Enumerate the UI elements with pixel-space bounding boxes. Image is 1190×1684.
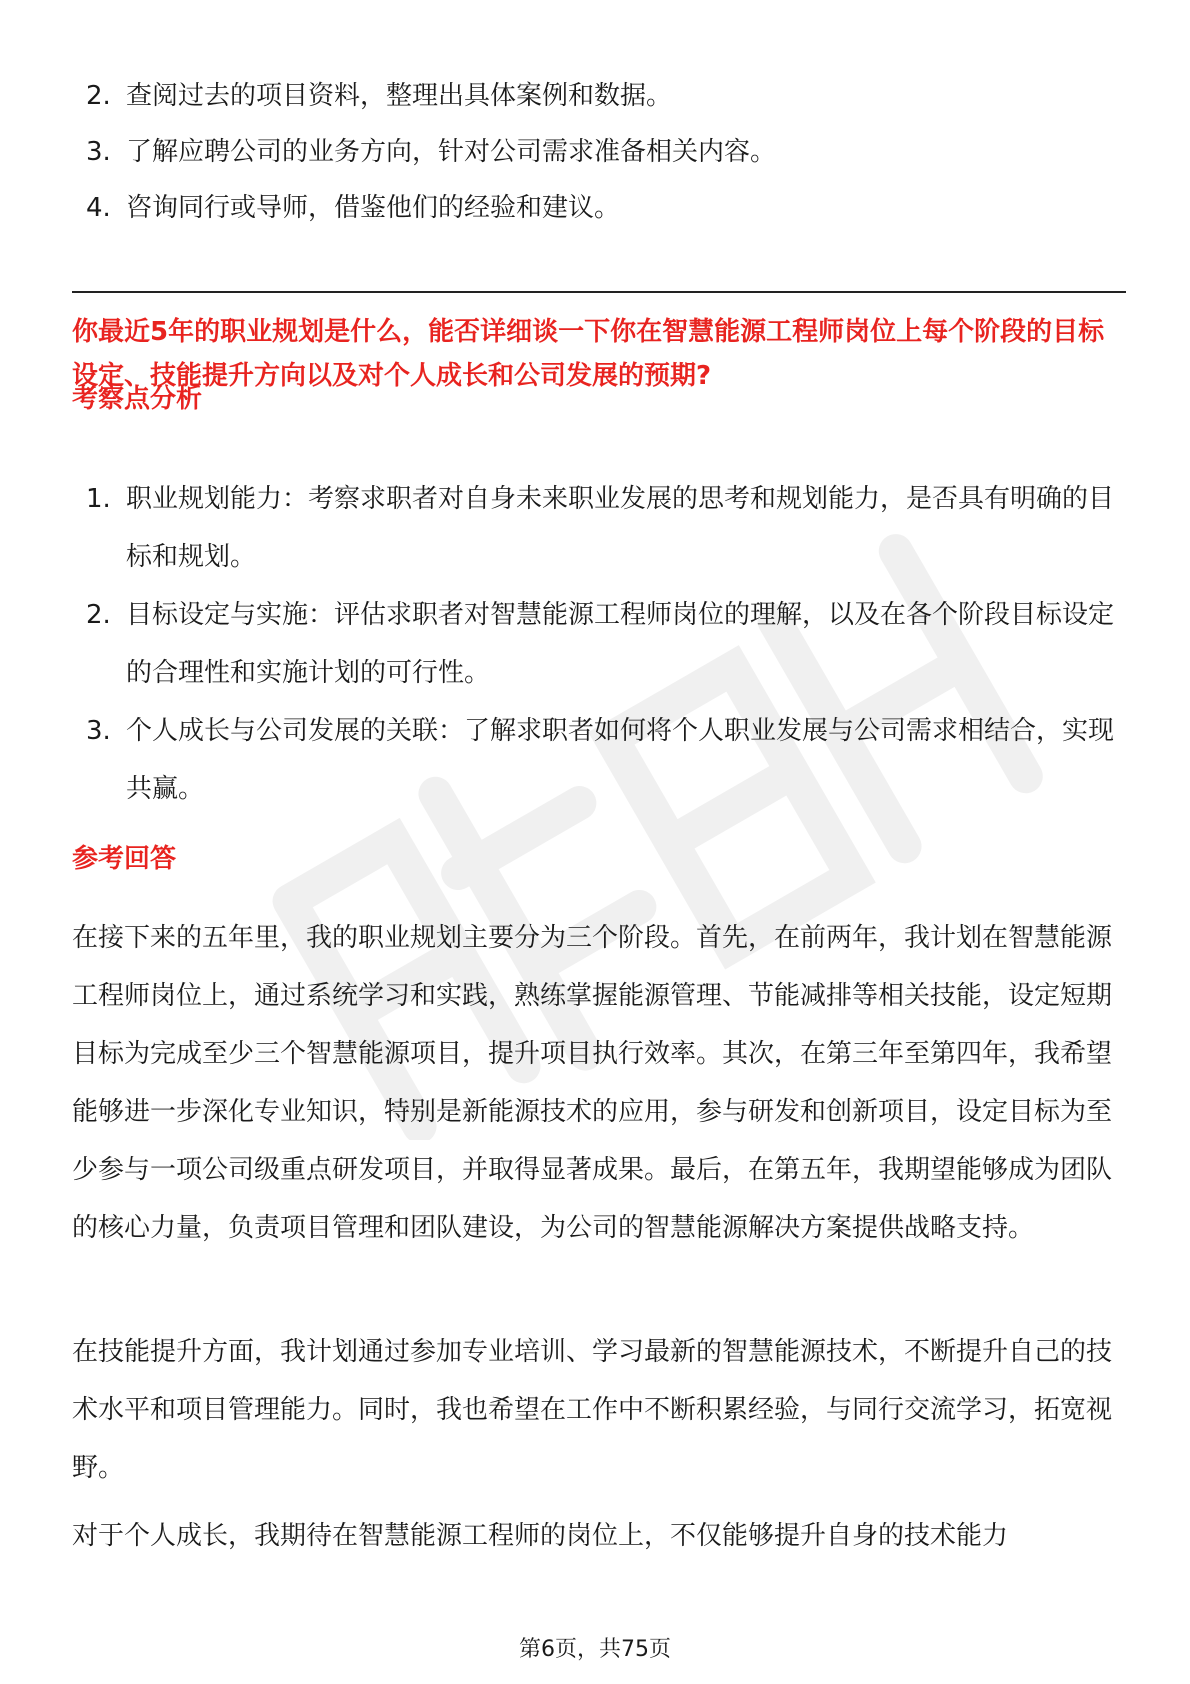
list-item-text: 查阅过去的项目资料，整理出具体案例和数据。 xyxy=(126,81,673,111)
list-item xyxy=(72,586,1126,702)
list-item xyxy=(72,702,1126,818)
question-title: 你最近5年的职业规划是什么，能否详细谈一下你在智慧能源工程师岗位上每个阶段的目标设定、技能提升方向以及对个人成长和公司发展的预期? xyxy=(72,317,1105,391)
list-item-number: 2. xyxy=(86,81,111,111)
list-item-number: 1. xyxy=(86,484,111,514)
list-item-text: 咨询同行或导师，借鉴他们的经验和建议。 xyxy=(126,193,621,223)
previous-answer-list xyxy=(72,68,1126,236)
list-item-number: 2. xyxy=(86,600,111,630)
list-item-text: 目标设定与实施：评估求职者对智慧能源工程师岗位的理解，以及在各个阶段目标设定的合理性和实施计划的可行性。 xyxy=(126,600,1115,688)
answer-paragraph: 在接下来的五年里，我的职业规划主要分为三个阶段。首先，在前两年，我计划在智慧能源工程师岗位上，通过系统学习和实践，熟练掌握能源管理、节能减排等相关技能，设定短期目标为完成至少三个智慧能源项目，提升项目执行效率。其次，在第三年至第四年，我希望能够进一步深化专业知识，特别是新能源技术的应用，参与研发和创新项目，设定目标为至少参与一项公司级重点研发项目，并取得显著成果。最后，在第五年，我期望能够成为团队的核心力量，负责项目管理和团队建设，为公司的智慧能源解决方案提供战略支持。 xyxy=(72,923,1113,1243)
list-item-number: 4. xyxy=(86,193,111,223)
list-item xyxy=(72,470,1126,586)
list-item-text: 职业规划能力：考察求职者对自身未来职业发展的思考和规划能力，是否具有明确的目标和规划。 xyxy=(126,484,1115,572)
answer-heading: 参考回答 xyxy=(72,844,177,874)
list-item xyxy=(72,180,1126,236)
analysis-list xyxy=(72,470,1126,818)
analysis-heading: 考察点分析 xyxy=(72,384,203,414)
section-divider xyxy=(72,291,1126,293)
answer-paragraph: 在技能提升方面，我计划通过参加专业培训、学习最新的智慧能源技术，不断提升自己的技术水平和项目管理能力。同时，我也希望在工作中不断积累经验，与同行交流学习，拓宽视野。 xyxy=(72,1337,1113,1483)
list-item xyxy=(72,68,1126,124)
page-number: 第6页，共75页 xyxy=(519,1637,671,1662)
answer-paragraph: 对于个人成长，我期待在智慧能源工程师的岗位上，不仅能够提升自身的技术能力 xyxy=(72,1521,1009,1551)
list-item xyxy=(72,124,1126,180)
list-item-number: 3. xyxy=(86,716,111,746)
list-item-text: 个人成长与公司发展的关联：了解求职者如何将个人职业发展与公司需求相结合，实现共赢。 xyxy=(126,716,1115,804)
list-item-number: 3. xyxy=(86,137,111,167)
list-item-text: 了解应聘公司的业务方向，针对公司需求准备相关内容。 xyxy=(126,137,777,167)
